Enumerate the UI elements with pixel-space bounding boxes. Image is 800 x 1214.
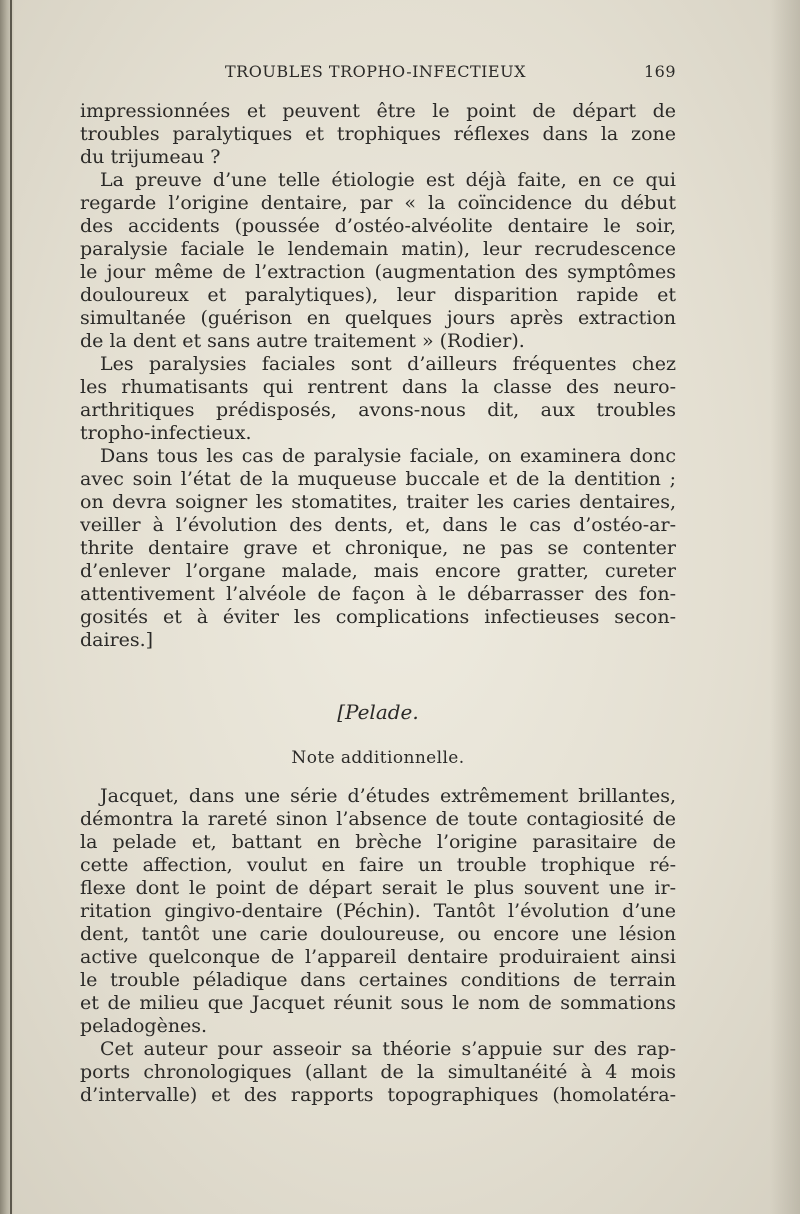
text-line: de la dent et sans autre traitement » (Rodier). — [80, 330, 525, 352]
body-text-bottom — [80, 785, 676, 1107]
text-line: peladogènes. — [80, 1015, 208, 1037]
text-line: ports chronologiques (allant de la simultanéité à 4 mois — [80, 1061, 676, 1083]
text-line: impressionnées et peuvent être le point de départ de — [80, 100, 676, 122]
text-line: gosités et à éviter les complications infectieuses secon- — [80, 606, 676, 628]
text-line: troubles paralytiques et trophiques réflexes dans la zone — [80, 123, 676, 145]
text-line: La preuve d’une telle étiologie est déjà faite, en ce qui — [100, 169, 676, 191]
text-line: attentivement l’alvéole de façon à le débarrasser des fon- — [80, 583, 676, 605]
binding-edge — [10, 0, 12, 1214]
text-line: Jacquet, dans une série d’études extrêmement brillantes, — [100, 785, 676, 807]
page-number: 169 — [643, 62, 676, 81]
running-head: TROUBLES TROPHO-INFECTIEUX — [225, 62, 526, 81]
text-line: daires.] — [80, 629, 154, 651]
text-line: flexe dont le point de départ serait le plus souvent une ir- — [80, 877, 676, 899]
text-line: cette affection, voulut en faire un trouble trophique ré- — [80, 854, 676, 876]
text-line: la pelade et, battant en brèche l’origine parasitaire de — [80, 831, 676, 853]
text-line: et de milieu que Jacquet réunit sous le nom de sommations — [80, 992, 676, 1014]
text-line: le jour même de l’extraction (augmentation des symptômes — [80, 261, 676, 283]
text-line: du trijumeau ? — [80, 146, 221, 168]
text-line: Les paralysies faciales sont d’ailleurs fréquentes chez — [100, 353, 676, 375]
text-line: veiller à l’évolution des dents, et, dans le cas d’ostéo-ar- — [80, 514, 676, 536]
text-line: avec soin l’état de la muqueuse buccale et de la dentition ; — [80, 468, 676, 490]
text-line: démontra la rareté sinon l’absence de toute contagiosité de — [80, 808, 676, 830]
page-header — [80, 62, 676, 86]
text-line: Dans tous les cas de paralysie faciale, on examinera donc — [100, 445, 676, 467]
text-line: les rhumatisants qui rentrent dans la classe des neuro- — [80, 376, 676, 398]
body-text-top — [80, 100, 676, 652]
text-line: arthritiques prédisposés, avons-nous dit, aux troubles — [80, 399, 676, 421]
section-title: [Pelade. — [337, 700, 419, 724]
text-line: active quelconque de l’appareil dentaire produiraient ainsi — [80, 946, 676, 968]
text-line: Cet auteur pour asseoir sa théorie s’appuie sur des rap- — [100, 1038, 676, 1060]
text-line: d’intervalle) et des rapports topographiques (homolatéra- — [80, 1084, 676, 1106]
text-line: regarde l’origine dentaire, par « la coïncidence du début — [80, 192, 676, 214]
text-line: dent, tantôt une carie douloureuse, ou encore une lésion — [80, 923, 676, 945]
text-line: des accidents (poussée d’ostéo-alvéolite dentaire le soir, — [80, 215, 676, 237]
page-edge-shadow — [770, 0, 800, 1214]
section-subtitle: Note additionnelle. — [291, 748, 465, 768]
text-line: le trouble péladique dans certaines conditions de terrain — [80, 969, 676, 991]
text-line: simultanée (guérison en quelques jours après extraction — [80, 307, 676, 329]
text-line: d’enlever l’organe malade, mais encore gratter, cureter — [80, 560, 676, 582]
text-line: on devra soigner les stomatites, traiter les caries dentaires, — [80, 491, 676, 513]
text-line: douloureux et paralytiques), leur disparition rapide et — [80, 284, 676, 306]
text-line: ritation gingivo-dentaire (Péchin). Tantôt l’évolution d’une — [80, 900, 676, 922]
text-line: paralysie faciale le lendemain matin), leur recrudescence — [80, 238, 676, 260]
text-line: thrite dentaire grave et chronique, ne pas se contenter — [80, 537, 676, 559]
text-line: tropho-infectieux. — [80, 422, 252, 444]
